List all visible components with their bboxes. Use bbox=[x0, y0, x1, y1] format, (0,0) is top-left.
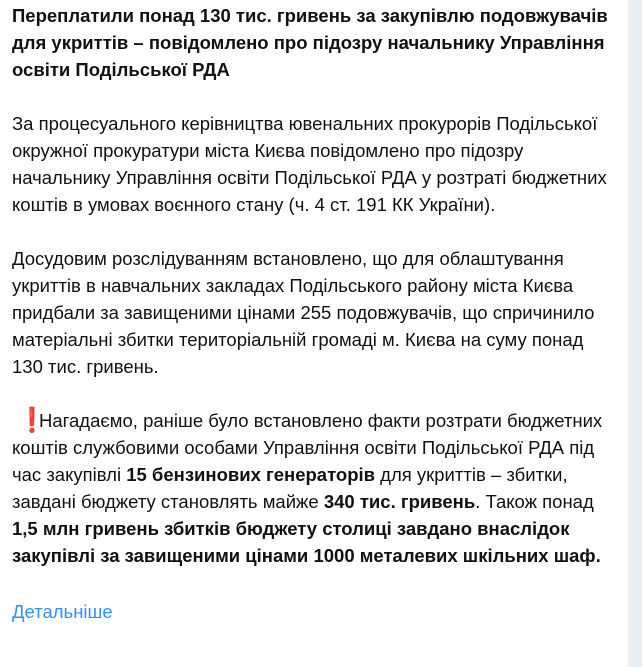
post-paragraph-1: За процесуального керівництва ювенальних прокурорів Подільської окружної прокуратури міста Києва повідомлено про підозру начальнику Управління освіти Подільської РДА у розтраті бюджетних коштів в умовах воєнного стану (ч. 4 ст. 191 КК України). bbox=[12, 113, 607, 215]
chat-background-edge bbox=[628, 0, 642, 667]
paragraph-3-text-1: Нагадаємо, раніше було встановлено факти розтрати бюджетних коштів службовими особами Управління освіти Подільської РДА під час закупівлі bbox=[12, 410, 603, 485]
exclamation-icon: ❗ bbox=[17, 407, 47, 434]
paragraph-3-bold-1: 15 бензинових генераторів bbox=[126, 464, 376, 485]
paragraph-3-bold-2: 340 тис. гривень bbox=[323, 491, 476, 512]
post-paragraph-3 bbox=[12, 407, 610, 569]
more-link[interactable]: Детальніше bbox=[12, 601, 113, 622]
paragraph-3-bold-3: 1,5 млн гривень збитків бюджету столиці завдано внаслідок закупівлі за завищеними цінами 1000 металевих шкільних шаф. bbox=[12, 518, 601, 566]
paragraph-3-text-3: . Також понад bbox=[475, 491, 594, 512]
post-title: Переплатили понад 130 тис. гривень за закупівлю подовжувачів для укриттів – повідомлено про підозру начальнику Управління освіти Подільської РДА bbox=[12, 5, 608, 80]
paragraph-3-text-2: для укриттів – збитки, завдані бюджету становлять майже bbox=[12, 464, 568, 512]
post-paragraph-2: Досудовим розслідуванням встановлено, що для облаштування укриттів в навчальних закладах Подільського району міста Києва придбали за завищеними цінами 255 подовжувачів, що спричинило матеріальні збитки територіальній громаді м. Києва на суму понад 130 тис. гривень. bbox=[12, 248, 595, 377]
